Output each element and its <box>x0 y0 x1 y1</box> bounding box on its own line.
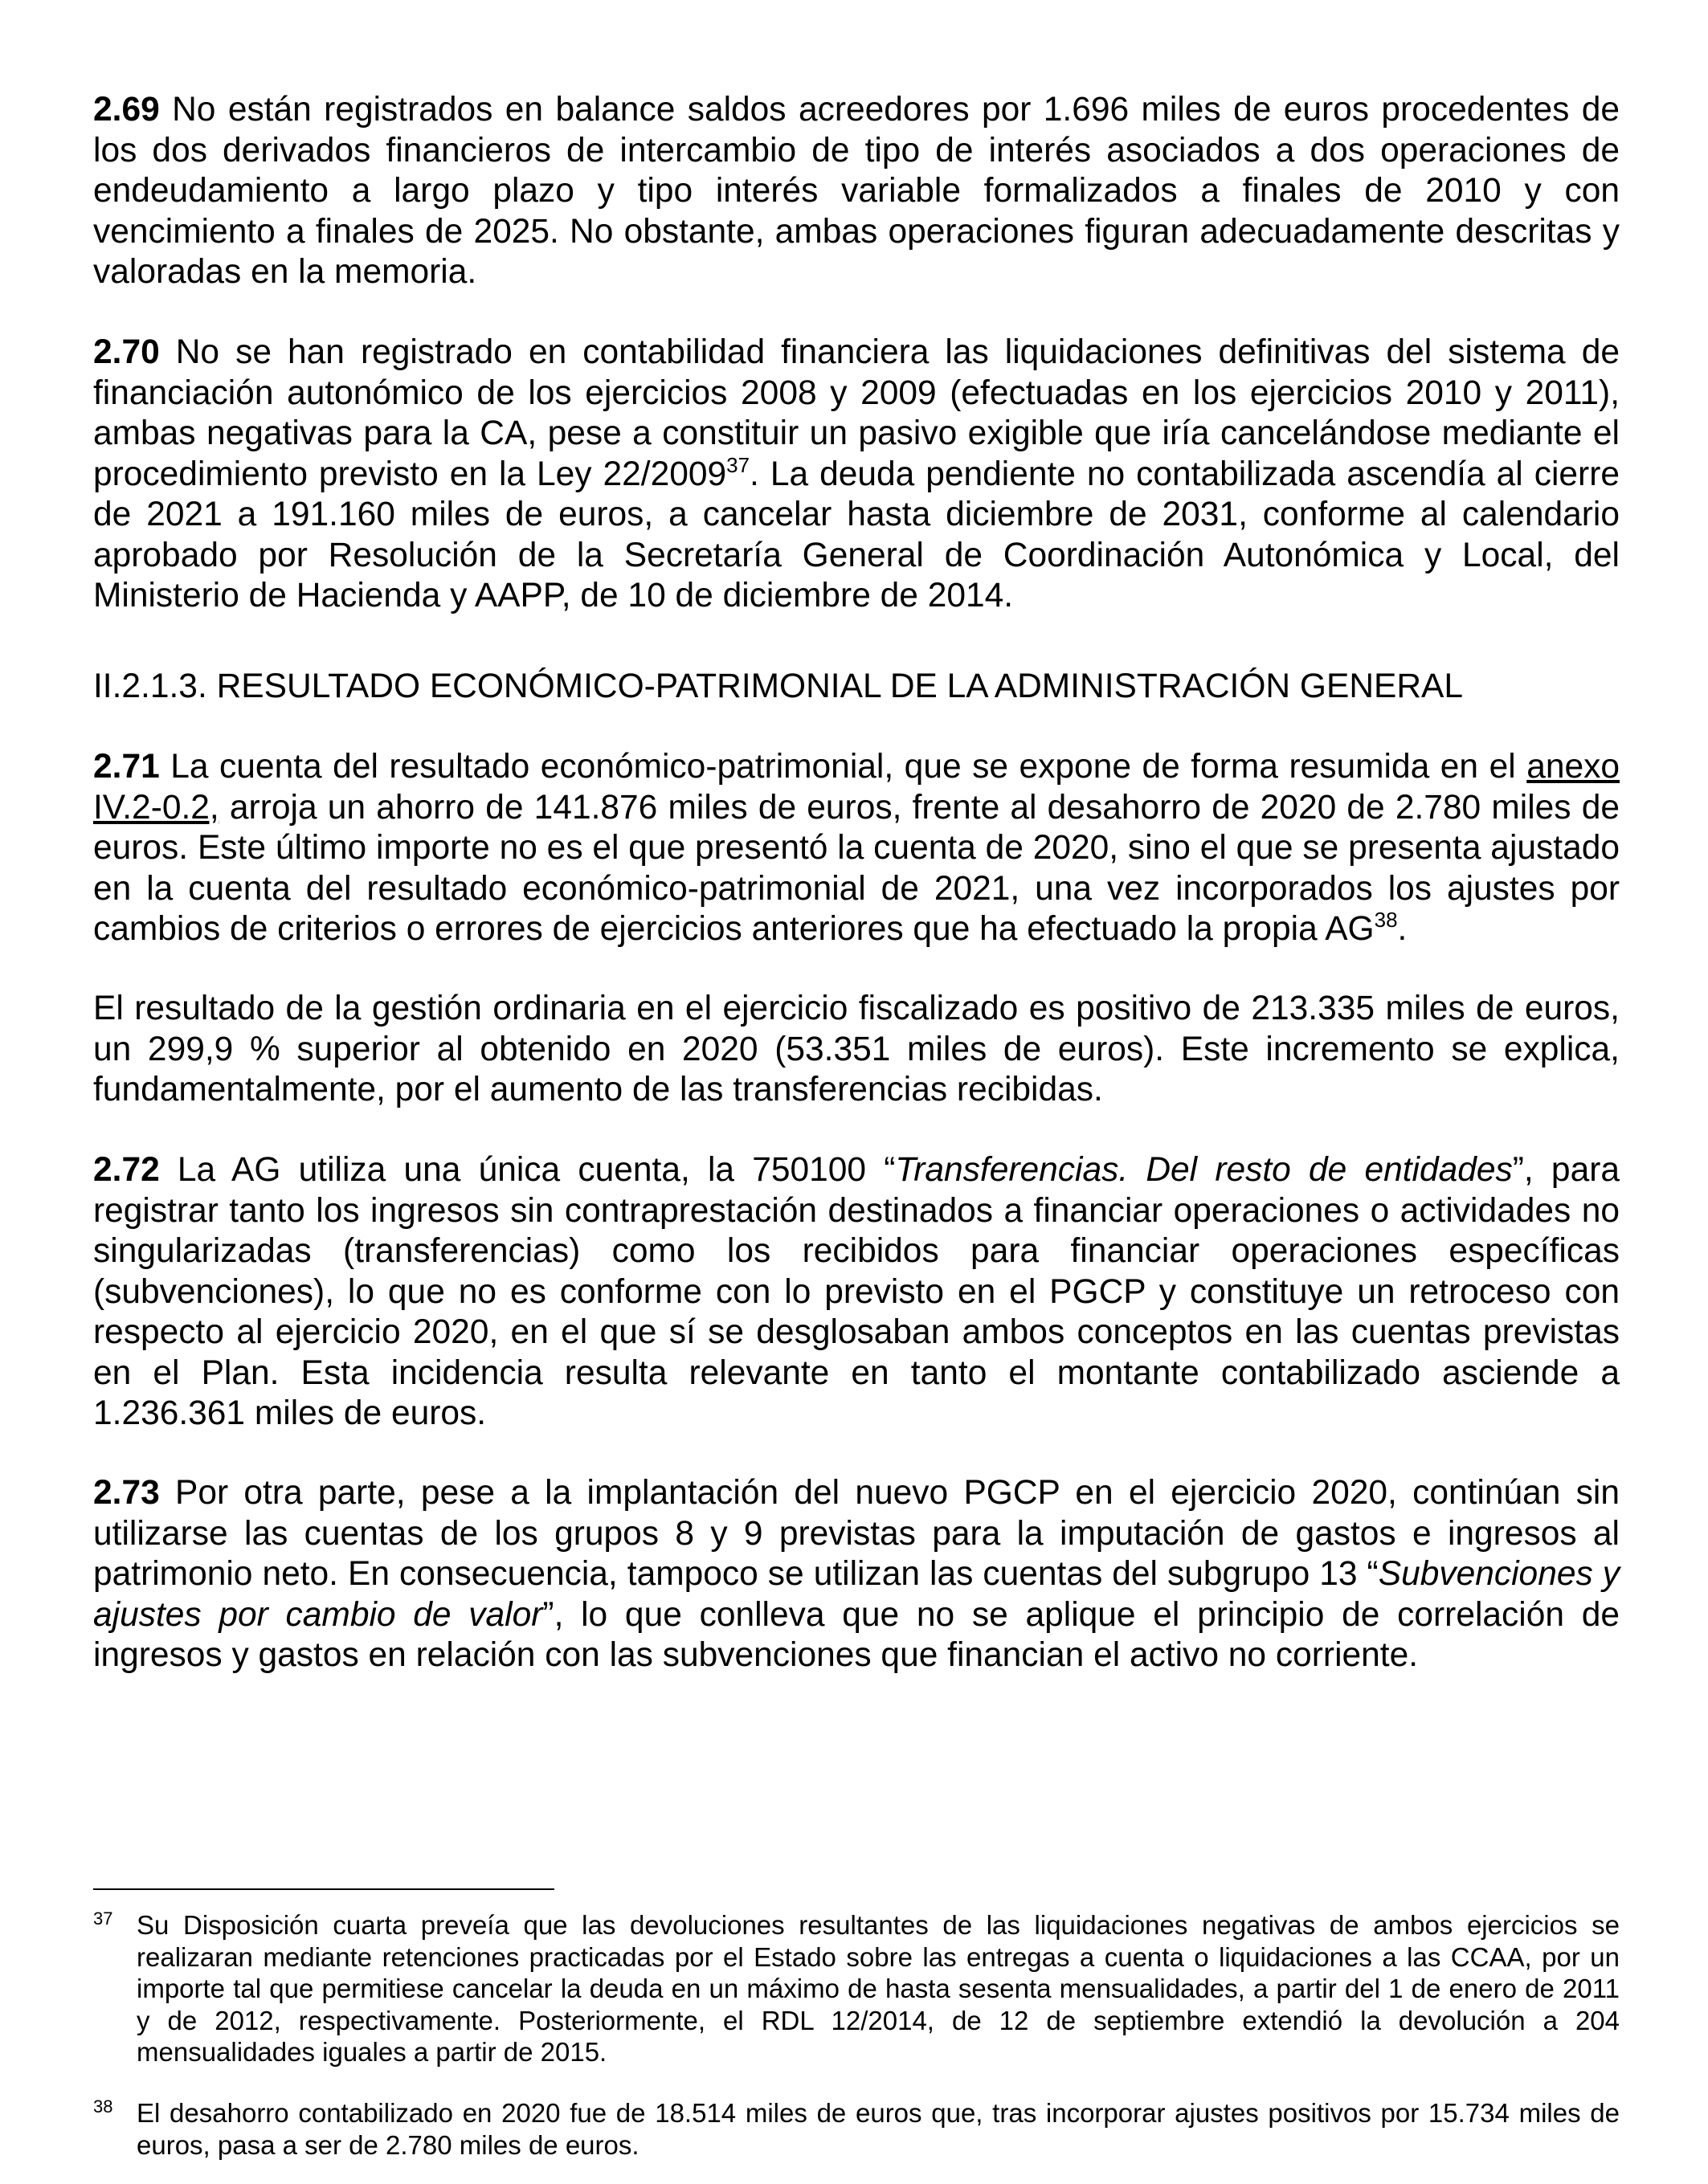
paragraph-number: 2.70 <box>93 333 160 371</box>
paragraph-text: . <box>1397 910 1408 948</box>
paragraph-text: La AG utiliza una única cuenta, la 750100 “ <box>159 1151 896 1189</box>
section-heading: II.2.1.3. RESULTADO ECONÓMICO-PATRIMONIAL DE LA ADMINISTRACIÓN GENERAL <box>93 667 1464 705</box>
paragraph-2-72 <box>93 1150 1620 1435</box>
footnote-37 <box>93 1909 1620 2068</box>
paragraph-text: No están registrados en balance saldos acreedores por 1.696 miles de euros procedentes de los dos derivados financieros de intercambio de tipo de interés asociados a dos operaciones de endeudamiento a largo plazo y tipo interés variable formalizados a finales de 2010 y con vencimiento a finales de 2025. No obstante, ambas operaciones figuran adecuadamente descritas y valoradas en la memoria. <box>93 91 1620 291</box>
paragraph-text: . La deuda pendiente no contabilizada ascendía al cierre de 2021 a 191.160 miles de euros, a cancelar hasta diciembre de 2031, conforme al calendario aprobado por Resolución de la Secretaría General de Coordinación Autonómica y Local, del Ministerio de Hacienda y AAPP, de 10 de diciembre de 2014. <box>93 455 1620 614</box>
subgroup-name: Subvenciones y ajustes por cambio de valor <box>93 1555 1620 1634</box>
paragraph-text: ”, lo que conlleva que no se aplique el principio de correlación de ingresos y gastos en relación con las subvenciones que financian el activo no corriente. <box>93 1595 1620 1674</box>
paragraph-text: Por otra parte, pese a la implantación del nuevo PGCP en el ejercicio 2020, continúan sin utilizarse las cuentas de los grupos 8 y 9 previstas para la imputación de gastos e ingresos al patrimonio neto. En consecuencia, tampoco se utilizan las cuentas del subgrupo 13 “ <box>93 1474 1620 1593</box>
paragraph-text: La cuenta del resultado económico-patrimonial, que se expone de forma resumida en el <box>159 748 1527 786</box>
paragraph-number: 2.73 <box>93 1474 160 1512</box>
paragraph-number: 2.71 <box>93 748 160 786</box>
paragraph-2-71 <box>93 747 1620 950</box>
paragraph-2-73 <box>93 1473 1620 1676</box>
paragraph-text: ”, para registrar tanto los ingresos sin contraprestación destinados a financiar operaciones o actividades no singularizadas (transferencias) como los recibidos para financiar operaciones específicas (subvenciones), lo que no es conforme con lo previsto en el PGCP y constituye un retroceso con respecto al ejercicio 2020, en el que sí se desglosaban ambos conceptos en las cuentas previstas en el Plan. Esta incidencia resulta relevante en tanto el montante contabilizado asciende a 1.236.361 miles de euros. <box>93 1151 1620 1432</box>
paragraph-2-70 <box>93 333 1620 617</box>
footnote-text: El desahorro contabilizado en 2020 fue de 18.514 miles de euros que, tras incorporar ajustes positivos por 15.734 miles de euros, pasa a ser de 2.780 miles de euros. <box>137 2098 1620 2160</box>
paragraph-2-69 <box>93 90 1620 293</box>
paragraph-text: No se han registrado en contabilidad financiera las liquidaciones definitivas del sistema de financiación autonómico de los ejercicios 2008 y 2009 (efectuadas en los ejercicios 2010 y 2011), ambas negativas para la CA, pese a constituir un pasivo exigible que iría cancelándose mediante el procedimiento previsto en la Ley 22/2009 <box>93 333 1620 493</box>
paragraph-number: 2.72 <box>93 1151 160 1189</box>
footnote-38 <box>93 2097 1620 2161</box>
footnote-reference-38[interactable]: 38 <box>1374 908 1398 932</box>
paragraph-text: arroja un ahorro de 141.876 miles de euros, frente al desahorro de 2020 de 2.780 miles de euros. Este último importe no es el que presentó la cuenta de 2020, sino el que se presenta ajustado en la cuenta del resultado económico-patrimonial de 2021, una vez incorporados los ajustes por cambios de criterios o errores de ejercicios anteriores que ha efectuado la propia AG <box>93 788 1620 948</box>
account-name: Transferencias. Del resto de entidades <box>895 1151 1513 1189</box>
annex-link[interactable]: anexo IV.2-0.2, <box>93 748 1620 827</box>
paragraph-2-71-continued: El resultado de la gestión ordinaria en el ejercicio fiscalizado es positivo de 213.335 miles de euros, un 299,9 % superior al obtenido en 2020 (53.351 miles de euros). Este incremento se explica, fundamentalmente, por el aumento de las transferencias recibidas. <box>93 990 1620 1108</box>
footnote-separator <box>93 1888 554 1890</box>
footnote-number: 38 <box>93 2096 113 2117</box>
footnote-reference-37[interactable]: 37 <box>726 452 750 477</box>
footnote-text: Su Disposición cuarta preveía que las devoluciones resultantes de las liquidaciones negativas de ambos ejercicios se realizaran mediante retenciones practicadas por el Estado sobre las entregas a cuenta o liquidaciones a las CCAA, por un importe tal que permitiese cancelar la deuda en un máximo de hasta sesenta mensualidades, a partir del 1 de enero de 2011 y de 2012, respectivamente. Posteriormente, el RDL 12/2014, de 12 de septiembre extendió la devolución a 204 mensualidades iguales a partir de 2015. <box>137 1910 1620 2067</box>
footnote-number: 37 <box>93 1908 113 1929</box>
paragraph-number: 2.69 <box>93 91 160 129</box>
